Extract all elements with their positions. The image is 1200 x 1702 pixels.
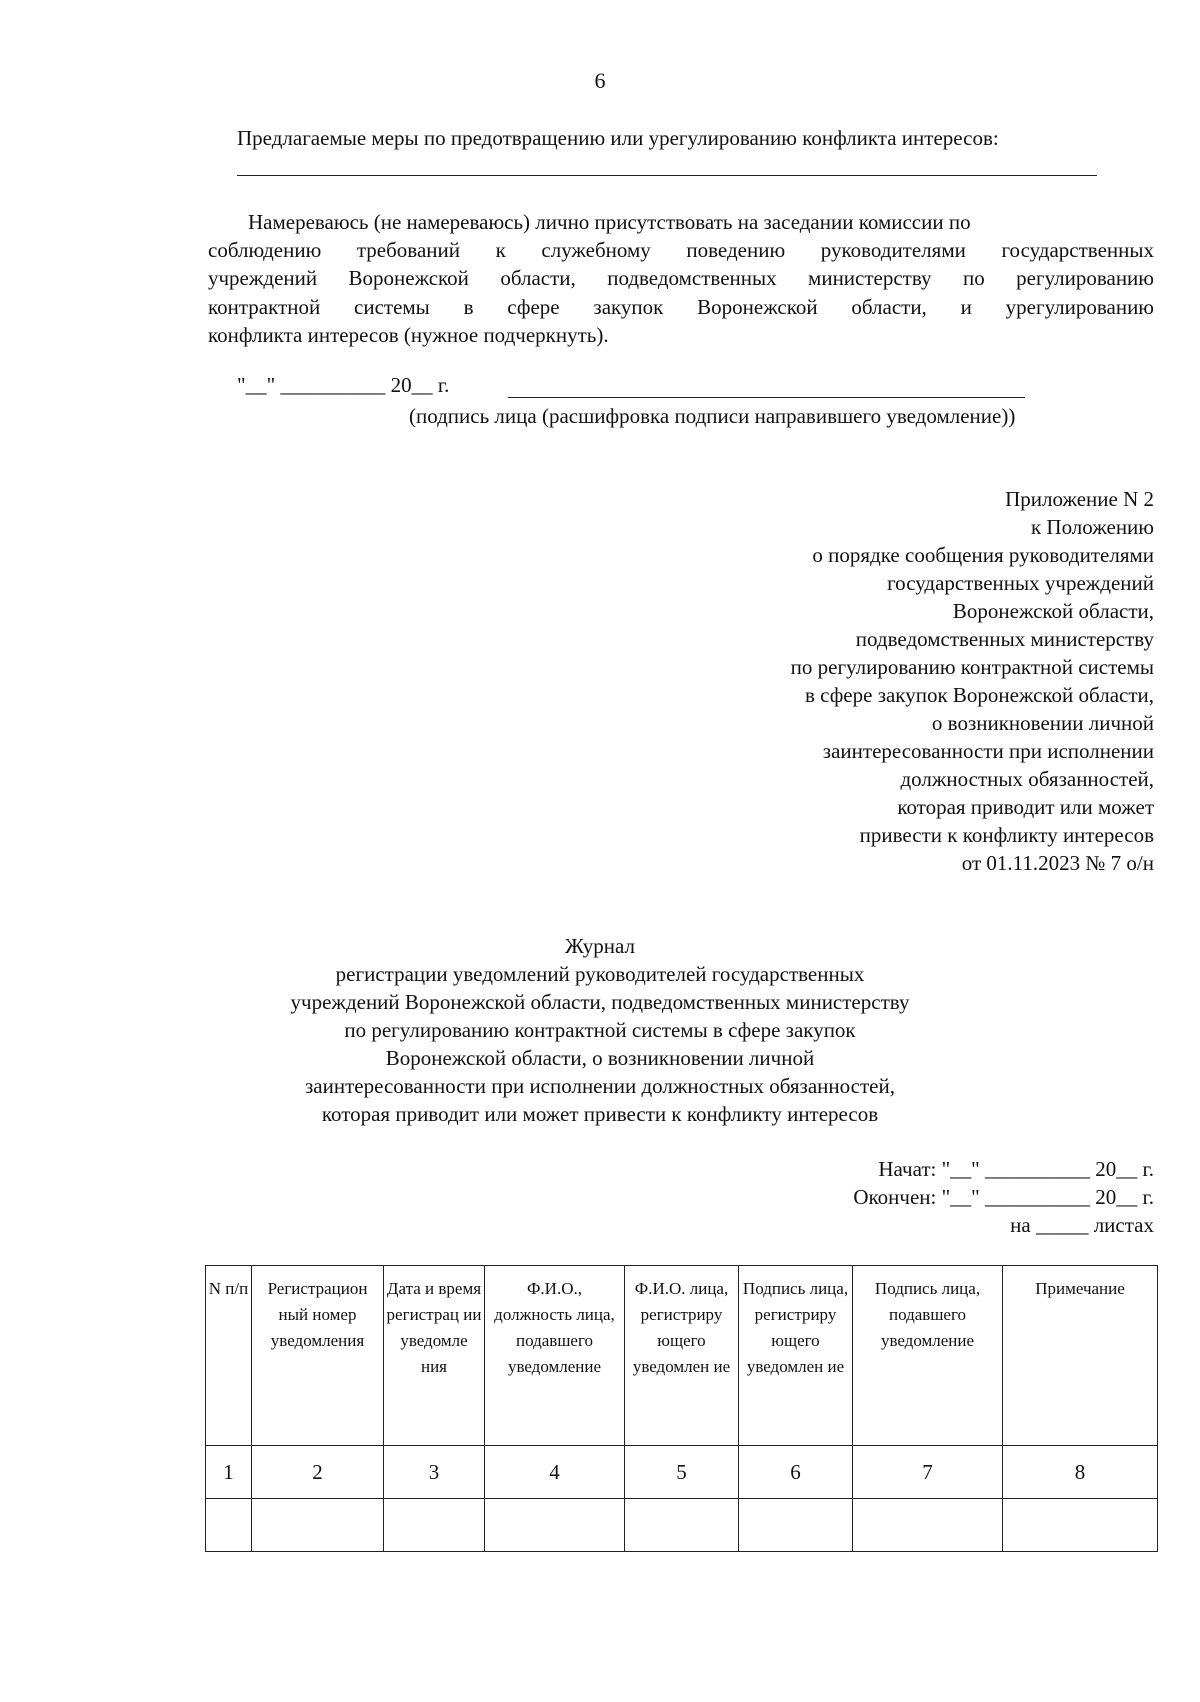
intent-line-last: конфликта интересов (нужное подчеркнуть).: [208, 322, 609, 347]
table-header-cell: Дата и время регистрац ии уведомле ния: [384, 1266, 485, 1446]
journal-heading: [0, 932, 1200, 1128]
signature-caption: (подпись лица (расшифровка подписи направившего уведомление)): [409, 404, 1016, 428]
table-header-cell: Подпись лица, регистриру ющего уведомлен ие: [739, 1266, 853, 1446]
table-header-cell: Примечание: [1003, 1266, 1158, 1446]
table-number-cell: 8: [1003, 1446, 1158, 1499]
intent-line: соблюдению требований к служебному поведению руководителями государственных: [208, 238, 1154, 263]
table-empty-cell: [625, 1499, 739, 1552]
table-empty-cell: [739, 1499, 853, 1552]
table-header-row: [206, 1266, 1158, 1446]
table-header-cell: Подпись лица, подавшего уведомление: [853, 1266, 1003, 1446]
journal-sheets: на _____ листах: [1010, 1213, 1154, 1237]
journal-subtitle-line: заинтересованности при исполнении должностных обязанностей,: [305, 1074, 895, 1098]
appendix-line: заинтересованности при исполнении: [822, 739, 1154, 763]
journal-subtitle-line: регистрации уведомлений руководителей государственных: [335, 962, 865, 986]
intent-paragraph: [208, 208, 1154, 349]
table-number-cell: 3: [384, 1446, 485, 1499]
journal-title: Журнал: [564, 934, 635, 958]
table-empty-cell: [252, 1499, 384, 1552]
table-empty-cell: [384, 1499, 485, 1552]
intent-line: контрактной системы в сфере закупок Воронежской области, и урегулированию: [208, 294, 1154, 319]
intent-line: учреждений Воронежской области, подведомственных министерству по регулированию: [208, 266, 1154, 291]
appendix-block: [594, 485, 1154, 877]
appendix-line: подведомственных министерству: [855, 627, 1154, 651]
appendix-line: государственных учреждений: [887, 571, 1154, 595]
appendix-line: Воронежской области,: [952, 599, 1154, 623]
table-number-cell: 2: [252, 1446, 384, 1499]
table-empty-cell: [206, 1499, 252, 1552]
appendix-line: по регулированию контрактной системы: [790, 655, 1154, 679]
appendix-line: от 01.11.2023 № 7 о/н: [961, 851, 1154, 875]
journal-ended: Окончен: "__" __________ 20__ г.: [853, 1185, 1154, 1209]
journal-subtitle-line: которая приводит или может привести к конфликту интересов: [321, 1102, 879, 1126]
intent-line: Намереваюсь (не намереваюсь) лично присутствовать на заседании комиссии по: [248, 210, 971, 234]
page-number: 6: [594, 68, 606, 93]
appendix-line: о возникновении личной: [931, 711, 1154, 735]
appendix-line: к Положению: [1030, 515, 1154, 539]
appendix-line: в сфере закупок Воронежской области,: [804, 683, 1154, 707]
registration-table: [205, 1265, 1158, 1552]
table-empty-cell: [485, 1499, 625, 1552]
journal-dates: [853, 1155, 1154, 1239]
appendix-line: привести к конфликту интересов: [859, 823, 1154, 847]
measures-blank-line: [237, 175, 1097, 176]
signature-date-line: "__" __________ 20__ г.: [237, 373, 450, 397]
table-number-cell: 4: [485, 1446, 625, 1499]
table-number-row: [206, 1446, 1158, 1499]
table-empty-row: [206, 1499, 1158, 1552]
table-number-cell: 6: [739, 1446, 853, 1499]
appendix-line: Приложение N 2: [1005, 487, 1154, 511]
proposed-measures-label: Предлагаемые меры по предотвращению или урегулированию конфликта интересов:: [237, 126, 999, 150]
appendix-line: должностных обязанностей,: [900, 767, 1154, 791]
table-number-cell: 7: [853, 1446, 1003, 1499]
journal-subtitle-line: Воронежской области, о возникновении личной: [385, 1046, 815, 1070]
table-empty-cell: [1003, 1499, 1158, 1552]
table-empty-cell: [853, 1499, 1003, 1552]
table-header-cell: Ф.И.О. лица, регистриру ющего уведомлен ие: [625, 1266, 739, 1446]
journal-started: Начат: "__" __________ 20__ г.: [878, 1157, 1154, 1181]
table-header-cell: Ф.И.О., должность лица, подавшего уведомление: [485, 1266, 625, 1446]
table-header-cell: Регистрацион ный номер уведомления: [252, 1266, 384, 1446]
appendix-line: которая приводит или может: [897, 795, 1154, 819]
signature-blank-line: [508, 397, 1025, 398]
journal-subtitle-line: по регулированию контрактной системы в сфере закупок: [344, 1018, 856, 1042]
table-number-cell: 1: [206, 1446, 252, 1499]
table-header-cell: N п/п: [206, 1266, 252, 1446]
appendix-line: о порядке сообщения руководителями: [812, 543, 1154, 567]
journal-subtitle-line: учреждений Воронежской области, подведомственных министерству: [290, 990, 910, 1014]
table-number-cell: 5: [625, 1446, 739, 1499]
